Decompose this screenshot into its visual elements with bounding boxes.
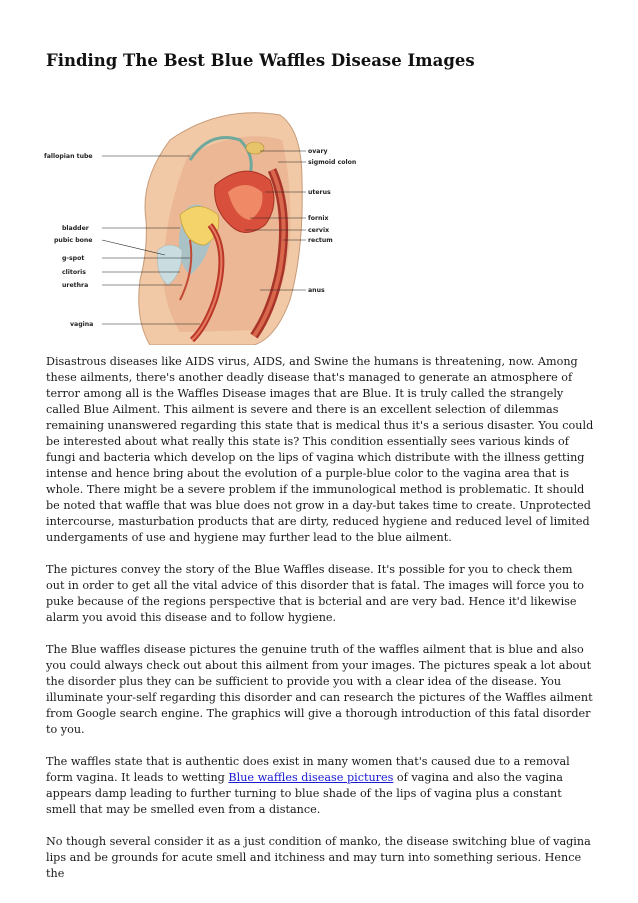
- label-anus: anus: [308, 287, 325, 294]
- label-bladder: bladder: [62, 225, 89, 232]
- label-uterus: uterus: [308, 189, 331, 196]
- label-g-spot: g-spot: [62, 255, 85, 262]
- label-clitoris: clitoris: [62, 269, 86, 276]
- label-ovary: ovary: [308, 148, 328, 155]
- label-urethra: urethra: [62, 282, 89, 289]
- paragraph-5: No though several consider it as a just condition of manko, the disease switching blue of vagina lips and be grounds for acute smell and itchiness and may turn into something serious. Hence the: [46, 835, 591, 880]
- paragraph-4-before: The waffles state that is authentic does exist in many women that's caused due to a removal form vagina. It leads to wetting: [46, 755, 570, 784]
- paragraph-1: Disastrous diseases like AIDS virus, AIDS, and Swine the humans is threatening, now. Among these ailments, there's another deadly disease that's managed to generate an atmosphere of terror among all is the Waffles Disease images that are Blue. It is truly called the strangely called Blue Ailment. This ailment is severe and there is an excellent selection of dilemmas remaining unanswered regarding this state that is medical thus it's a serious disaster. You could be interested about what really this state is? This condition essentially sees various kinds of fungi and bacteria which develop on the lips of vagina which distribute with the illness getting intense and hence bring about the evolution of a purple-blue color to the vagina area that is whole. There might be a severe problem if the immunological method is problematic. It should be noted that waffle that was blue does not grow in a day-but takes time to create. Unprotected intercourse, masturbation products that are dirty, reduced hygiene and reduced level of limited undergaments of use and hygiene may further lead to the blue ailment.: [46, 355, 594, 544]
- paragraph-4: [46, 754, 594, 818]
- label-vagina: vagina: [70, 321, 94, 328]
- paragraph-3: The Blue waffles disease pictures the genuine truth of the waffles ailment that is blue and also you could always check out about this ailment from your images. The pictures speak a lot about the disorder plus they can be sufficient to provide you with a clear idea of the disease. You illuminate your-self regarding this disorder and can research the pictures of the Waffles ailment from Google search engine. The graphics will give a thorough introduction of this fatal disorder to you.: [46, 643, 593, 736]
- label-fallopian-tube: fallopian tube: [44, 153, 93, 160]
- anatomy-diagram: [40, 100, 370, 345]
- label-pubic-bone: pubic bone: [54, 237, 93, 244]
- paragraph-4-after: of vagina and also the vagina appears damp leading to further turning to blue shade of the lips of vagina plus a constant smell that may be smelled even from a distance.: [46, 771, 563, 816]
- label-fornix: fornix: [308, 215, 329, 222]
- page-title: Finding The Best Blue Waffles Disease Images: [46, 51, 475, 70]
- blue-waffles-link[interactable]: Blue waffles disease pictures: [228, 771, 394, 784]
- label-rectum: rectum: [308, 237, 333, 244]
- anatomy-illustration: [40, 100, 370, 345]
- label-cervix: cervix: [308, 227, 330, 234]
- article-body: [46, 354, 594, 898]
- paragraph-2: The pictures convey the story of the Blue Waffles disease. It's possible for you to check them out in order to get all the vital advice of this disorder that is fatal. The images will force you to puke because of the regions perspective that is bcterial and are very bad. Hence it'd likewise alarm you avoid this disease and to follow hygiene.: [46, 563, 584, 624]
- label-sigmoid-colon: sigmoid colon: [308, 159, 357, 166]
